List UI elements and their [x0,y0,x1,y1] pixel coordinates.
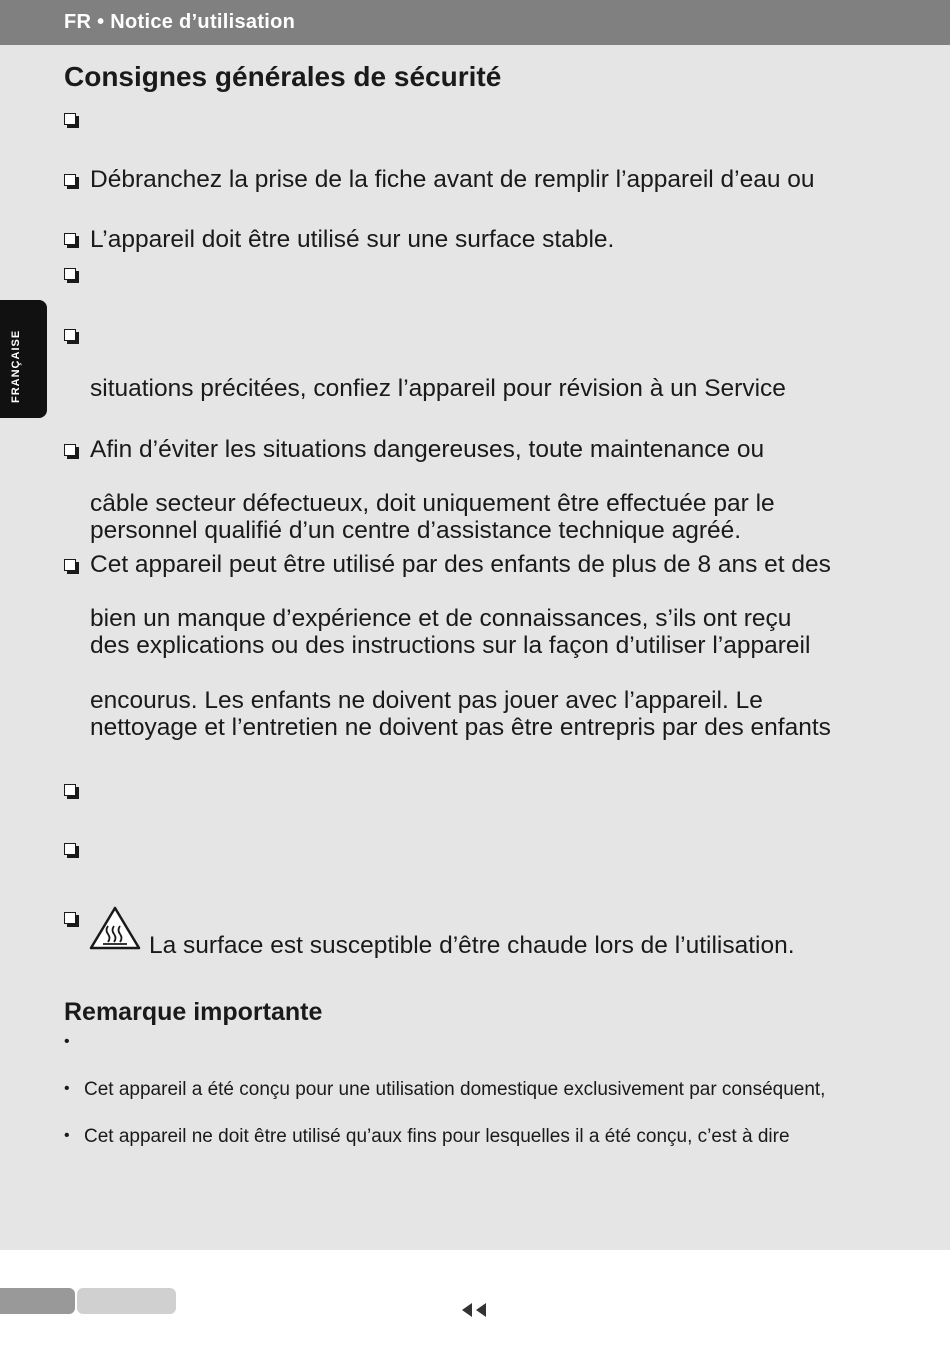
note-item: Cet appareil a été conçu pour une utilisation domestique exclusivement par conséquent, [84,1079,826,1100]
note-bullet: • [64,1127,70,1144]
safety-line: nettoyage et l’entretien ne doivent pas être entrepris par des enfants [90,714,831,741]
checkbox-bullet-icon [64,843,76,855]
safety-line: encourus. Les enfants ne doivent pas jouer avec l’appareil. Le [90,687,763,714]
section-title: Consignes générales de sécurité [64,61,502,92]
note-bullet: • [64,1080,70,1097]
language-tab-label: FRANÇAISE [10,329,22,403]
hot-surface-warning-icon [89,905,141,951]
double-left-arrow-icon[interactable] [460,1302,490,1318]
safety-line: câble secteur défectueux, doit uniquement être effectuée par le [90,490,775,517]
checkbox-bullet-icon [64,329,76,341]
safety-line: bien un manque d’expérience et de connaissances, s’ils ont reçu [90,605,792,632]
note-bullet: • [64,1033,70,1050]
checkbox-bullet-icon [64,268,76,280]
checkbox-bullet-icon [64,912,76,924]
safety-line: Afin d’éviter les situations dangereuses, toute maintenance ou [90,436,765,463]
footer-tab [77,1288,176,1314]
safety-line: des explications ou des instructions sur la façon d’utiliser l’appareil [90,632,811,659]
header-bar [0,0,950,45]
language-tab[interactable] [0,300,47,418]
checkbox-bullet-icon [64,174,76,186]
hot-surface-warning-text: La surface est susceptible d’être chaude lors de l’utilisation. [149,932,795,959]
safety-line: L’appareil doit être utilisé sur une surface stable. [90,226,615,253]
safety-line: Débranchez la prise de la fiche avant de remplir l’appareil d’eau ou [90,166,815,193]
note-title: Remarque importante [64,998,323,1026]
note-item: Cet appareil ne doit être utilisé qu’aux fins pour lesquelles il a été conçu, c’est à dire [84,1126,790,1147]
checkbox-bullet-icon [64,559,76,571]
checkbox-bullet-icon [64,784,76,796]
checkbox-bullet-icon [64,444,76,456]
header-title: FR • Notice d’utilisation [64,11,296,33]
safety-line: Cet appareil peut être utilisé par des enfants de plus de 8 ans et des [90,551,831,578]
safety-line: personnel qualifié d’un centre d’assistance technique agréé. [90,517,742,544]
safety-line: situations précitées, confiez l’appareil pour révision à un Service [90,375,786,402]
checkbox-bullet-icon [64,233,76,245]
page-number-tab [0,1288,75,1314]
checkbox-bullet-icon [64,113,76,125]
